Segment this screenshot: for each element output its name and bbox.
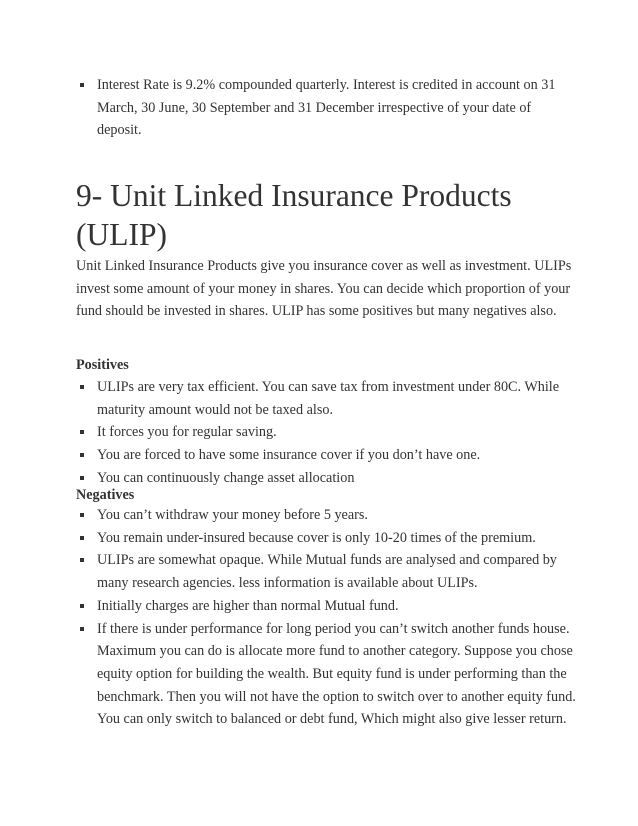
list-item-text: You are forced to have some insurance cover if you don’t have one. [97, 447, 481, 464]
interest-rate-list [76, 74, 566, 142]
square-bullet-icon [80, 536, 84, 540]
square-bullet-icon [80, 453, 84, 457]
list-item-text: Interest Rate is 9.2% compounded quarterly. Interest is credited in account on 31 March, 30 June, 30 September and 31 December irrespective of your date of deposit. [97, 77, 556, 139]
list-item [76, 467, 576, 490]
square-bullet-icon [80, 83, 84, 87]
negatives-heading: Negatives [76, 487, 135, 503]
positives-list [76, 376, 576, 490]
square-bullet-icon [80, 558, 84, 562]
list-item [76, 595, 576, 618]
square-bullet-icon [80, 627, 84, 631]
list-item-text: You can’t withdraw your money before 5 years. [97, 507, 368, 523]
square-bullet-icon [80, 476, 84, 480]
section-heading: 9- Unit Linked Insurance Products (ULIP) [76, 178, 512, 252]
list-item [76, 549, 576, 594]
list-item [76, 421, 576, 444]
list-item-text: Initially charges are higher than normal Mutual fund. [97, 597, 399, 614]
square-bullet-icon [80, 385, 84, 389]
list-item [76, 376, 576, 421]
list-item [76, 504, 576, 527]
list-item [76, 444, 576, 467]
list-item-text: It forces you for regular saving. [97, 424, 277, 441]
list-item [76, 74, 566, 142]
list-item-text: You can continuously change asset allocation [97, 469, 355, 486]
square-bullet-icon [80, 430, 84, 434]
list-item-text: ULIPs are somewhat opaque. While Mutual funds are analysed and compared by many research agencies. less information is available about ULIPs. [97, 552, 557, 592]
list-item-text: ULIPs are very tax efficient. You can save tax from investment under 80C. While maturity amount would not be taxed also. [97, 379, 560, 418]
list-item [76, 527, 576, 550]
negatives-list [76, 504, 576, 731]
list-item [76, 618, 576, 732]
list-item-text: If there is under performance for long period you can’t switch another funds house. Maximum you can do is allocate more fund to another category. Suppose you chose equity option for building the wealth. But equity fund is under performing than the benchmark. Then you will not have the option to switch over to another equity fund. You can only switch to balanced or debt fund, Which might also give lesser return. [97, 620, 576, 728]
square-bullet-icon [80, 513, 84, 517]
positives-heading: Positives [76, 357, 129, 373]
list-item-text: You remain under-insured because cover is only 10-20 times of the premium. [97, 529, 536, 546]
intro-paragraph: Unit Linked Insurance Products give you insurance cover as well as investment. ULIPs invest some amount of your money in shares. You can decide which proportion of your fund should be invested in shares. ULIP has some positives but many negatives also. [76, 258, 572, 320]
square-bullet-icon [80, 604, 84, 608]
